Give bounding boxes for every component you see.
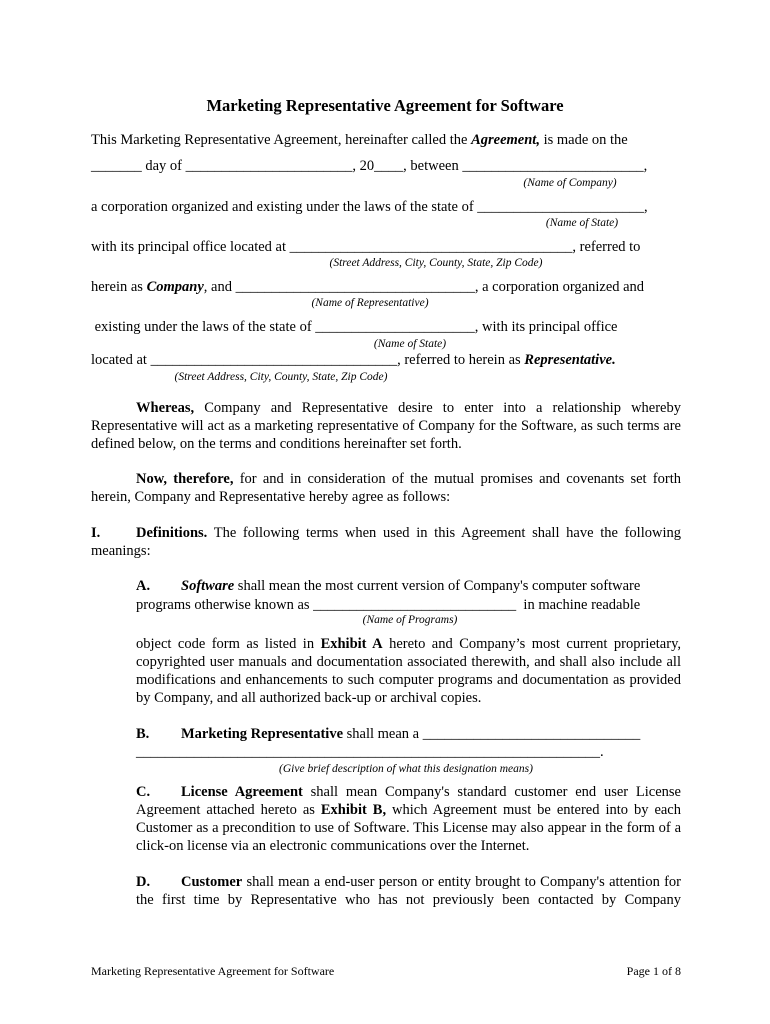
exhibit-b-reference: Exhibit B,	[320, 802, 387, 818]
definition-c-paragraph	[136, 783, 681, 855]
page-title: Marketing Representative Agreement for Software	[206, 96, 564, 115]
preamble-text: herein as	[91, 279, 147, 295]
definition-text: hereto and Company’s most current proprietary, copyrighted user manuals and documentation associated therewith, and shall also include all modifications and enhancements to such computer programs and documentation as provided by Company, and all authorized back-up or archival copies.	[136, 636, 682, 706]
caption-company: (Name of Company)	[523, 177, 617, 189]
representative-term: Representative.	[524, 352, 616, 368]
whereas-text: Company and Representative desire to enter into a relationship whereby Representative will act as a marketing representative of Company for the Software, as such terms are defined below, on the terms and conditions hereinafter set forth.	[91, 400, 681, 452]
marketing-representative-term: Marketing Representative	[181, 726, 344, 742]
definition-text: shall mean the most current version of Company's computer software	[234, 578, 641, 594]
software-term: Software	[181, 578, 235, 594]
caption-state: (Name of State)	[545, 217, 619, 229]
definition-b-line-1	[181, 725, 640, 743]
definitions-paragraph	[91, 524, 681, 560]
definition-d-paragraph	[136, 873, 681, 909]
now-therefore-text: for and in consideration of the mutual promises and covenants set forth herein, Company and Representative hereby agree as follows:	[91, 471, 681, 505]
exhibit-a-reference: Exhibit A	[320, 636, 383, 652]
caption-address: (Street Address, City, County, State, Zip Code)	[174, 371, 388, 383]
definition-text: shall mean Company's standard customer end user License Agreement attached hereto as	[136, 784, 681, 818]
whereas-paragraph	[91, 399, 681, 453]
preamble-text: , and _________________________________, a corporation organized and	[203, 279, 645, 295]
definition-text: which Agreement must be entered into by each Customer as a precondition to use of Software. This License may also appear in the form of a click-on license via an electronic communications over the Internet.	[136, 802, 681, 854]
definitions-text: The following terms when used in this Agreement shall have the following meanings:	[91, 525, 681, 559]
definition-letter: D.	[136, 874, 151, 890]
whereas-lead: Whereas,	[136, 400, 195, 416]
caption-representative: (Name of Representative)	[311, 297, 429, 309]
definitions-heading: Definitions.	[136, 525, 208, 541]
definition-a-paragraph-2	[136, 635, 681, 707]
caption-designation: (Give brief description of what this designation means)	[279, 763, 533, 775]
caption-programs: (Name of Programs)	[362, 614, 458, 626]
definition-text: shall mean a ______________________________	[343, 726, 641, 742]
now-therefore-paragraph	[91, 470, 681, 506]
agreement-term: Agreement,	[471, 132, 540, 148]
preamble-line-3: a corporation organized and existing under the laws of the state of _______________________,	[91, 199, 648, 215]
preamble-line-4: with its principal office located at _______________________________________, referred to	[91, 239, 641, 255]
definition-letter: C.	[136, 784, 151, 800]
definition-text: shall mean a end-user person or entity brought to Company's attention for the first time by Representative who has not previously been contacted by Company	[136, 874, 681, 908]
preamble-text: located at __________________________________, referred to herein as	[91, 352, 525, 368]
caption-address: (Street Address, City, County, State, Zip Code)	[329, 257, 543, 269]
now-therefore-lead: Now, therefore,	[136, 471, 234, 487]
preamble-text: is made on the	[539, 132, 628, 148]
caption-state: (Name of State)	[373, 338, 447, 350]
footer-title: Marketing Representative Agreement for Software	[91, 964, 335, 978]
customer-term: Customer	[181, 874, 243, 890]
preamble-line-2: _______ day of _______________________, 20____, between _________________________,	[91, 158, 648, 174]
preamble-line-1	[91, 131, 628, 149]
definition-letter: B.	[136, 726, 150, 742]
preamble-text: This Marketing Representative Agreement, hereinafter called the	[91, 132, 472, 148]
definition-letter: A.	[136, 578, 151, 594]
definition-b-line-2: ________________________________________________________________.	[136, 744, 604, 760]
page-number: Page 1 of 8	[626, 964, 681, 978]
definition-a-line-1	[181, 577, 640, 595]
preamble-line-6: existing under the laws of the state of ______________________, with its principal office	[91, 319, 618, 335]
section-number: I.	[91, 525, 101, 541]
license-agreement-term: License Agreement	[181, 784, 303, 800]
definition-text: object code form as listed in	[136, 636, 321, 652]
preamble-line-7	[91, 351, 616, 369]
company-term: Company	[146, 279, 204, 295]
definition-a-line-2: programs otherwise known as ____________________________ in machine readable	[136, 597, 641, 613]
preamble-line-5	[91, 278, 644, 296]
